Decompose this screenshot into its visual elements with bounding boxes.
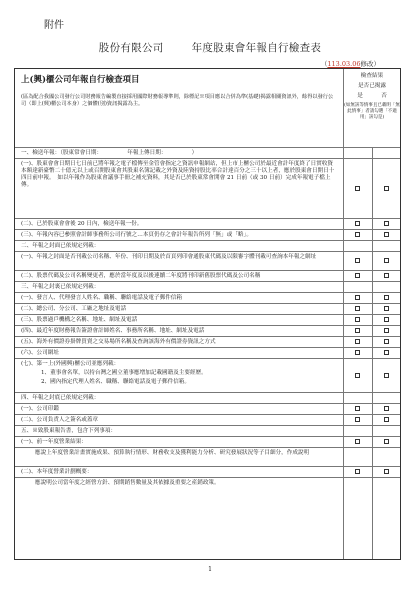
revision-date: 113.03.06 [327,60,361,68]
revision-note: （113.03.06修改） [320,60,380,68]
result-header: 檢查結果 是否已揭露 是 否 (如無該等情事且已載明「無此情事」者請勾選「不適用」該勾是) [343,69,400,147]
table-row: 二、年報之封面已依規定列載： [15,240,400,251]
no-checkbox[interactable] [384,350,389,355]
result-note: (如無該等情事且已載明「無此情事」者請勾選「不適用」該勾是) [344,102,400,120]
table-row: (一)、公司印鑑 [15,403,400,414]
no-checkbox[interactable] [384,221,389,226]
attachment-label: 附件 [44,20,64,31]
no-checkbox[interactable] [384,317,389,322]
yes-checkbox[interactable] [355,328,360,333]
page-number: 1 [208,566,212,573]
yes-checkbox[interactable] [355,406,360,411]
table-row: (六)、公司網址 [15,347,400,358]
company-name: 股份有限公司 [98,42,164,54]
document-title: 年度股東會年報自行檢查表 [191,42,322,54]
yes-checkbox[interactable] [355,469,360,474]
no-checkbox[interactable] [384,406,389,411]
table-row: (三)、年報內容已參照會計師事務所公司行號之…本頁仍存之會計年報告所列「無」或「略」。 [15,229,400,240]
table-row: (一)、年報之封面是否刊載公司名稱、年份、刊印日期及於首頁列印會通股東代碼及以限審字體刊載可查詢本年報之網址 [15,251,400,270]
table-header [15,69,400,147]
yes-checkbox[interactable] [355,221,360,226]
no-checkbox[interactable] [384,339,389,344]
table-row: 五、※致股東報告書，包含下列事項： [15,425,400,436]
table-row: 一、檢送年報：（股東常會日期： 年報上傳日期： ） [15,147,400,158]
table-row: (五)、海外有價證券掛牌買賣之交易場所名稱及查詢該海外有價證券資訊之方式 [15,336,400,347]
table-row: (二)、總公司、分公司、工廠之地址及電話 [15,303,400,314]
table-row: (二)、本年度營業計劃概要： [15,466,400,477]
yes-checkbox[interactable] [355,439,360,444]
no-checkbox[interactable] [384,439,389,444]
yes-label: 是 [357,92,363,99]
table-row: 四、年報之封底已依規定列載： [15,392,400,403]
table-row: (二)、已於股東會會後 20 日內，檢送年報一份。 [15,218,400,229]
yes-checkbox[interactable] [355,339,360,344]
no-checkbox[interactable] [384,328,389,333]
no-checkbox[interactable] [384,258,389,263]
table-row: (二)、股票代碼及公司名稱變更者，應於當年度及以後連續二年度將刊印新舊股票代碼及公司名稱 [15,270,400,281]
yes-checkbox[interactable] [355,232,360,237]
no-checkbox[interactable] [384,417,389,422]
table-row: (三)、股票過戶機構之名稱、地址、網址及電話 [15,314,400,325]
no-checkbox[interactable] [384,186,389,191]
yes-checkbox[interactable] [355,186,360,191]
no-checkbox[interactable] [384,273,389,278]
yes-checkbox[interactable] [355,258,360,263]
no-checkbox[interactable] [384,232,389,237]
header-title: 上(興)櫃公司年報自行檢查項目 [21,75,140,85]
yes-checkbox[interactable] [355,317,360,322]
yes-checkbox[interactable] [355,306,360,311]
checklist-table [14,68,401,560]
yes-checkbox[interactable] [355,295,360,300]
page-title [0,40,420,55]
yes-checkbox[interactable] [355,350,360,355]
no-label: 否 [381,92,387,99]
table-row: (一)、發言人、代理發言人姓名、職稱、聯絡電話及電子郵件信箱 [15,292,400,303]
no-checkbox[interactable] [384,373,389,378]
no-checkbox[interactable] [384,306,389,311]
table-row: (一)、股東會會日期日七日前已將年報之電子檔傳至金管會指定之資訊申報網站，但上市上櫃公司於最近會計年度終了日實收資本額達新臺幣二十億元以上或召開股東會其股東名簿記載之外資及陸資持股比率合計達百分之三十以上者，應於股東會日開日十四日前申報。 如以年報作為股東會議事手冊之補充資料，其是否已於股東常會開會 21 日前（或 30 日前）完成年報電子檔上傳。 [15,158,400,218]
table-row: 應說上年度營業計畫實施成果、預算執行情形、財務收支及獲利能力分析、研究發展狀況等子目細分，作成說明 [15,447,400,466]
yes-checkbox[interactable] [355,373,360,378]
table-row: (四)、最近年度財務報告簽證會計師姓名、事務所名稱、地址、網址及電話 [15,325,400,336]
yes-checkbox[interactable] [355,417,360,422]
yes-checkbox[interactable] [355,273,360,278]
table-row: (二)、公司負責人之簽名或蓋章 [15,414,400,425]
table-row: 三、年報之封裏已依規定列載： [15,281,400,292]
table-row: (七)、第一上(外國興)櫃公司並應列載： 1、董事會名單，以持台灣之國立董事應增加記載國籍及主要經歷。 2、國內指定代理人姓名、職稱、聯絡電話及電子郵件信箱。 [15,358,400,392]
header-note: (區為配合我國公司發行公司財務報告編製直接採用國際財務報導準則，除標記※項目應以合併為準(基礎)揭露相關資訊外，餘得以發行公司（即上(興)櫃公司本身）之個體(別)資訊揭露為主。 [21,93,334,107]
no-checkbox[interactable] [384,295,389,300]
table-row: 應說明公司當年度之經營方針、預期銷售數量及其依據及重要之產銷政策。 [15,477,400,559]
no-checkbox[interactable] [384,469,389,474]
table-row: (一)、前一年度營業結果： [15,436,400,447]
